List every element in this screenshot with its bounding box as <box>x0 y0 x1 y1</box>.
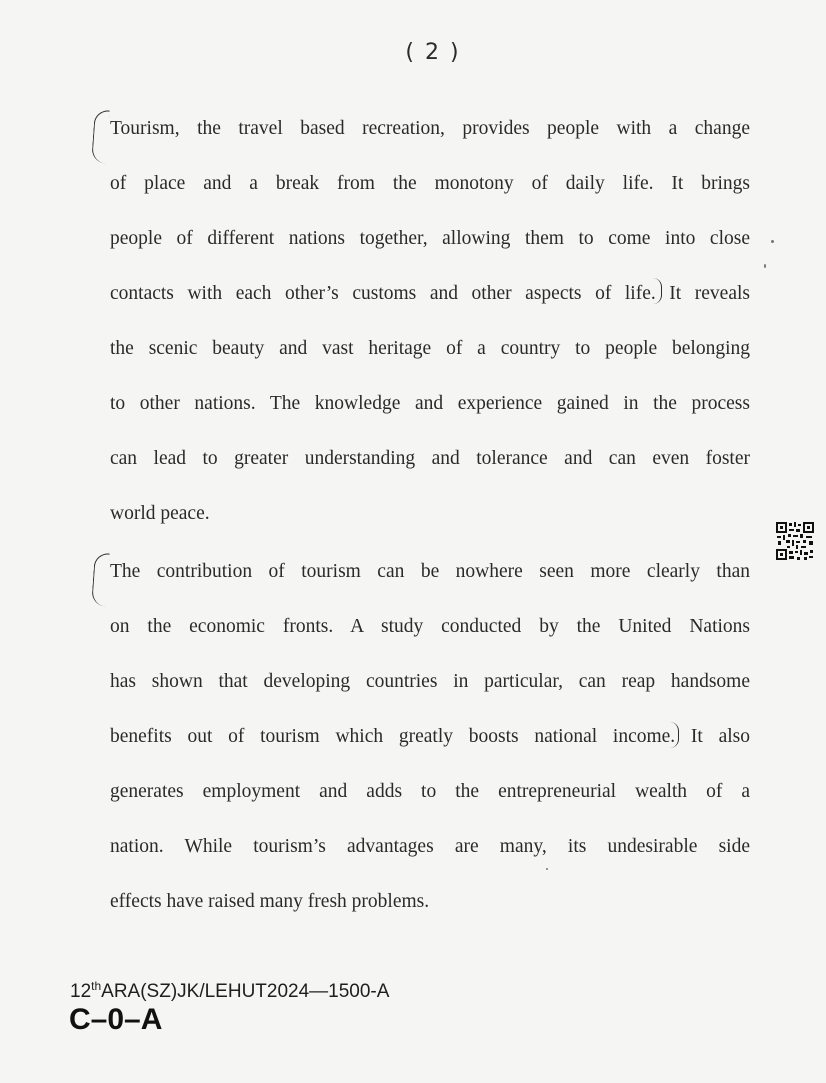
text-line: Tourism, the travel based recreation, provides people with a change <box>110 118 750 139</box>
paper-code: 12thARA(SZ)JK/LEHUT2024—1500-A <box>70 979 390 1002</box>
text-line: The contribution of tourism can be nowhere seen more clearly than <box>110 561 750 582</box>
scan-speck <box>764 264 766 268</box>
text-line: on the economic fronts. A study conducted by the United Nations <box>110 616 750 637</box>
text-line: to other nations. The knowledge and experience gained in the process <box>110 393 750 414</box>
text-line: world peace. <box>110 503 210 524</box>
text-line: has shown that developing countries in particular, can reap handsome <box>110 671 750 692</box>
text-line: of place and a break from the monotony of daily life. It brings <box>110 173 750 194</box>
text-line: can lead to greater understanding and tolerance and can even foster <box>110 448 750 469</box>
text-line: generates employment and adds to the entrepreneurial wealth of a <box>110 781 750 802</box>
paper-set-label: C–0–A <box>69 1003 163 1036</box>
text-line: the scenic beauty and vast heritage of a country to people belonging <box>110 338 750 359</box>
qr-code-icon <box>775 521 815 561</box>
page-number: ( 2 ) <box>405 40 461 65</box>
scan-speck <box>771 240 774 243</box>
text-line: contacts with each other’s customs and other aspects of life. It reveals <box>110 283 750 304</box>
text-line: nation. While tourism’s advantages are many, its undesirable side <box>110 836 750 857</box>
text-line: people of different nations together, allowing them to come into close <box>110 228 750 249</box>
text-line: benefits out of tourism which greatly boosts national income. It also <box>110 726 750 747</box>
handwritten-bracket-mark <box>91 553 110 607</box>
scan-speck <box>546 868 548 870</box>
handwritten-bracket-mark <box>91 110 110 164</box>
text-line: effects have raised many fresh problems. <box>110 891 430 912</box>
